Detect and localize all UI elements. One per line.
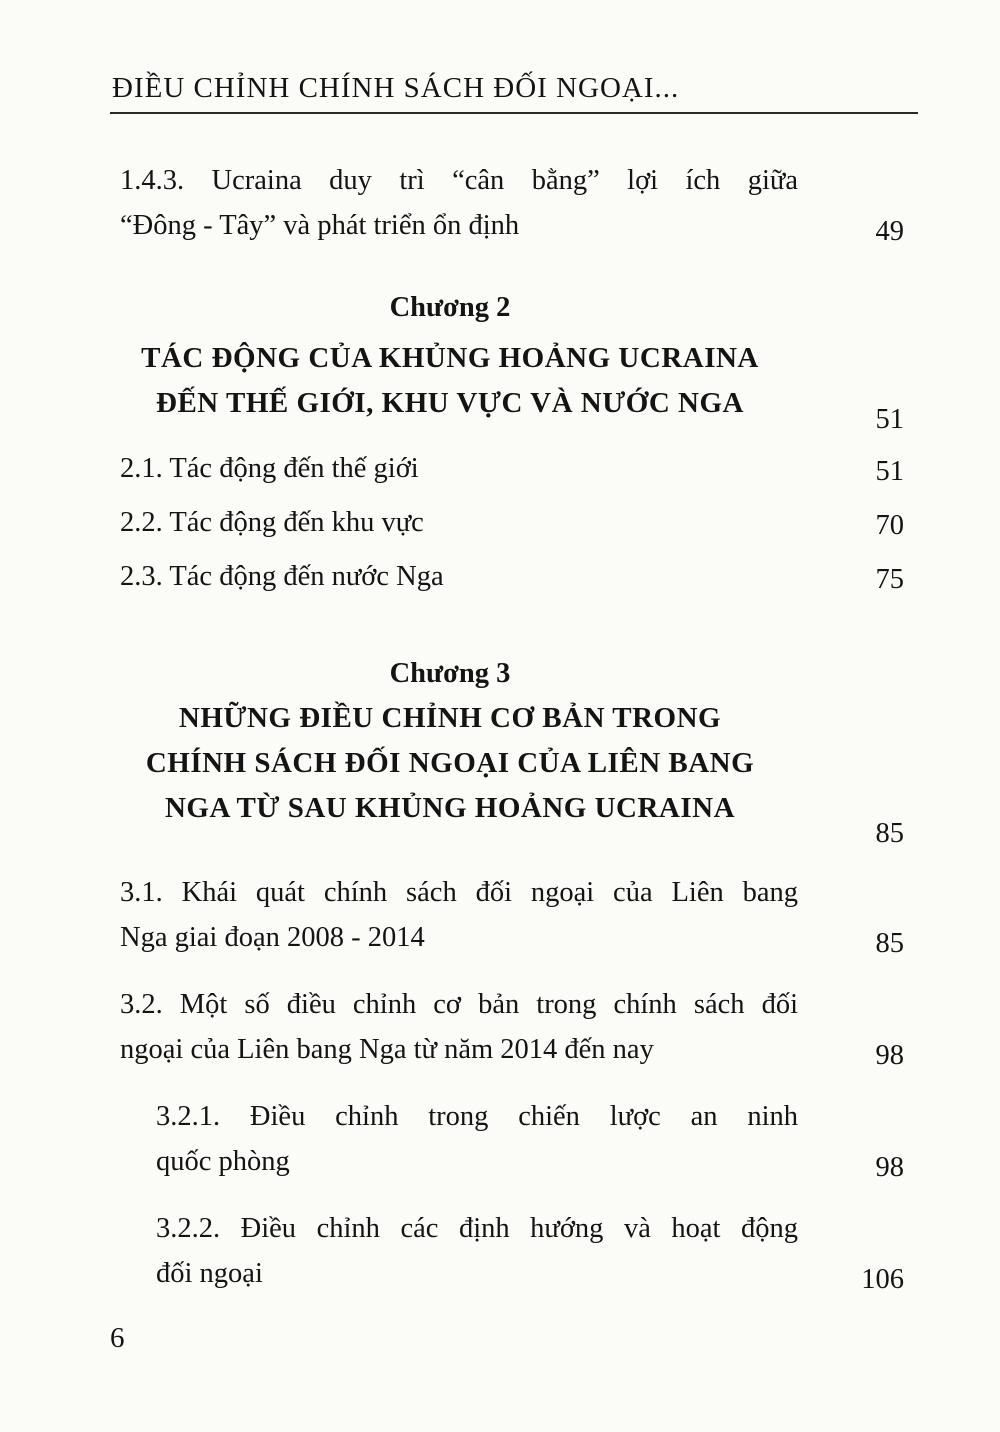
toc-entry-2-2[interactable] <box>120 500 720 545</box>
toc-page-number: 98 <box>875 1152 904 1183</box>
toc-page-number: 49 <box>875 216 904 247</box>
toc-entry-text-line2: Nga giai đoạn 2008 - 2014 <box>120 922 425 953</box>
chapter-3-title[interactable] <box>0 696 900 831</box>
toc-entry-3-2[interactable] <box>120 982 798 1072</box>
toc-page-number: 106 <box>861 1264 904 1295</box>
toc-entry-2-1[interactable] <box>120 446 720 491</box>
toc-entry-3-2-2[interactable] <box>156 1206 798 1296</box>
toc-entry-text-line1: 3.1. Khái quát chính sách đối ngoại của Liên bang <box>120 877 798 908</box>
toc-entry-3-2-1[interactable] <box>156 1094 798 1184</box>
toc-page-number: 51 <box>875 404 904 435</box>
chapter-title-line2: ĐẾN THẾ GIỚI, KHU VỰC VÀ NƯỚC NGA <box>156 387 744 419</box>
toc-page-number: 70 <box>875 510 904 541</box>
toc-entry-text-line1: 3.2.2. Điều chỉnh các định hướng và hoạt động <box>156 1213 798 1244</box>
toc-entry-text-line2: quốc phòng <box>156 1146 290 1177</box>
toc-page-number: 75 <box>875 564 904 595</box>
toc-entry-text-line1: 3.2. Một số điều chỉnh cơ bản trong chính sách đối <box>120 989 798 1020</box>
toc-page-number: 85 <box>875 818 904 849</box>
toc-entry-text-line1: 3.2.1. Điều chỉnh trong chiến lược an ninh <box>156 1101 798 1132</box>
toc-entry-text-line1: 1.4.3. Ucraina duy trì “cân bằng” lợi ích giữa <box>120 165 798 196</box>
chapter-title-line3: NGA TỪ SAU KHỦNG HOẢNG UCRAINA <box>164 792 736 824</box>
chapter-title-line1: NHỮNG ĐIỀU CHỈNH CƠ BẢN TRONG <box>178 702 722 734</box>
toc-page-number: 85 <box>875 928 904 959</box>
toc-entry-2-3[interactable] <box>120 554 720 599</box>
toc-entry-text-line2: ngoại của Liên bang Nga từ năm 2014 đến nay <box>120 1034 654 1065</box>
toc-entry-text-line2: đối ngoại <box>156 1258 263 1289</box>
toc-entry-text: 2.1. Tác động đến thế giới <box>120 453 419 484</box>
toc-entry-text-line2: “Đông - Tây” và phát triển ổn định <box>120 210 520 241</box>
toc-page-number: 51 <box>875 456 904 487</box>
toc-entry-text: 2.3. Tác động đến nước Nga <box>120 561 444 592</box>
chapter-title-line1: TÁC ĐỘNG CỦA KHỦNG HOẢNG UCRAINA <box>141 342 759 374</box>
toc-page-number: 98 <box>875 1040 904 1071</box>
chapter-3-label: Chương 3 <box>389 658 511 689</box>
chapter-2-title[interactable] <box>0 336 900 426</box>
running-header: ĐIỀU CHỈNH CHÍNH SÁCH ĐỐI NGOẠI... <box>112 72 680 104</box>
chapter-title-line2: CHÍNH SÁCH ĐỐI NGOẠI CỦA LIÊN BANG <box>145 747 755 779</box>
header-rule <box>110 112 918 114</box>
page-number: 6 <box>110 1322 125 1354</box>
toc-entry-3-1[interactable] <box>120 870 798 960</box>
toc-entry-text: 2.2. Tác động đến khu vực <box>120 507 424 538</box>
toc-entry-1-4-3[interactable] <box>120 158 798 248</box>
chapter-2-label: Chương 2 <box>389 292 511 323</box>
